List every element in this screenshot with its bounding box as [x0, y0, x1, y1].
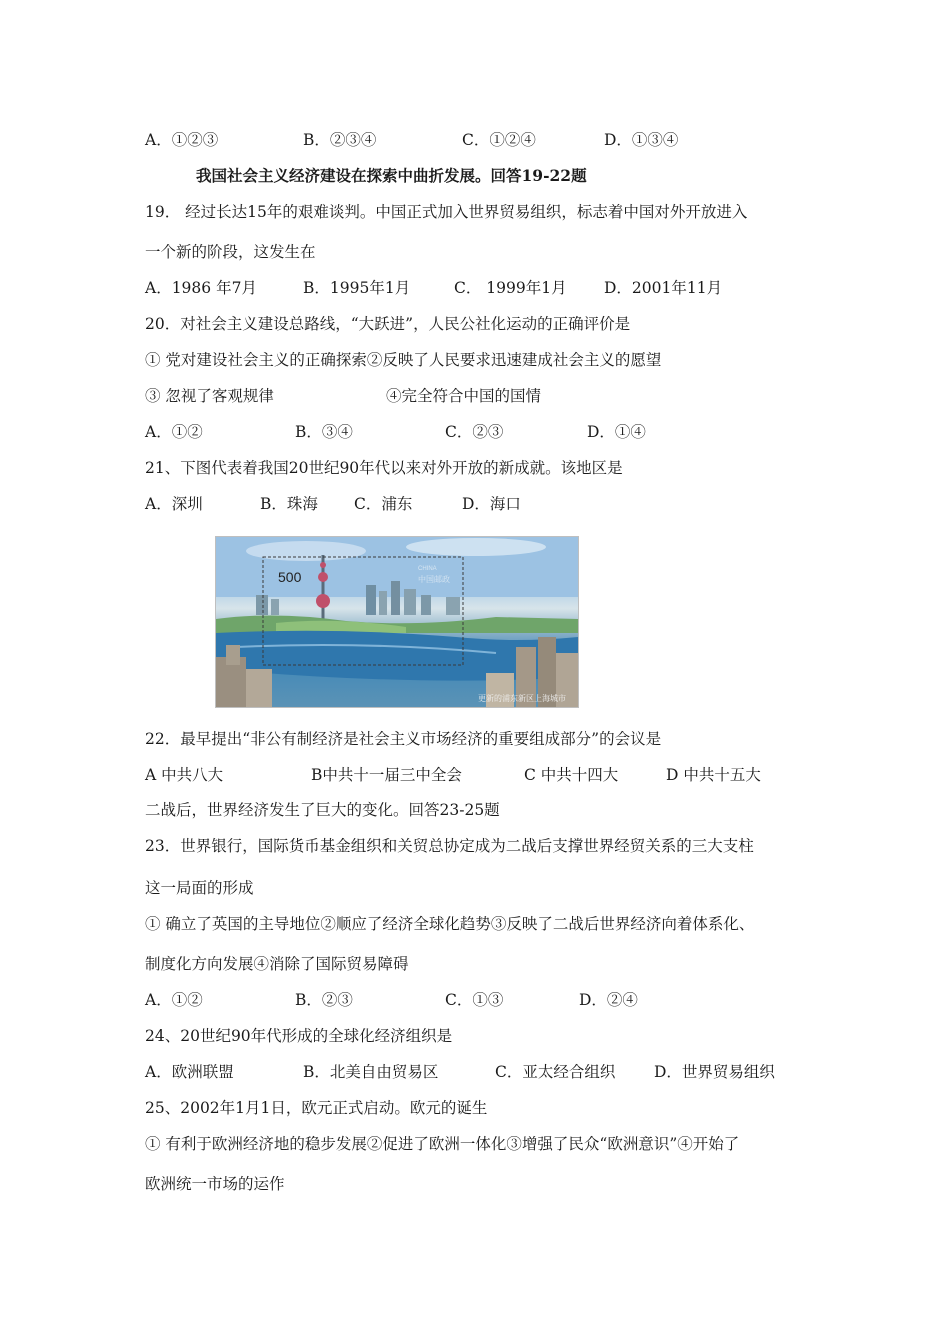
q21-stem: 21、下图代表着我国20世纪90年代以来对外开放的新成就。该地区是: [145, 459, 623, 477]
pudong-skyline-illustration: [216, 537, 578, 707]
q20-option-d: D．①④: [587, 423, 646, 441]
pudong-stamp-image: [215, 536, 579, 708]
q24-option-c: C．亚太经合组织: [495, 1063, 616, 1081]
stamp-post-label: 中国邮政: [418, 575, 450, 584]
q18-option-a: A．①②③: [145, 131, 219, 149]
stamp-country: CHINA: [418, 566, 437, 572]
q19-stem-line1: 19． 经过长达15年的艰难谈判。中国正式加入世界贸易组织，标志着中国对外开放进入: [145, 203, 748, 221]
q22-option-a: A 中共八大: [145, 766, 224, 784]
q25-item-line2: 欧洲统一市场的运作: [145, 1175, 285, 1193]
q24-option-d: D．世界贸易组织: [654, 1063, 775, 1081]
q19-option-d: D．2001年11月: [604, 279, 723, 297]
q20-item-1-2: ① 党对建设社会主义的正确探索②反映了人民要求迅速建成社会主义的愿望: [145, 351, 662, 369]
q23-stem-line1: 23．世界银行，国际货币基金组织和关贸总协定成为二战后支撑世界经贸关系的三大支柱: [145, 837, 754, 855]
q19-option-c: C． 1999年1月: [454, 279, 567, 297]
stamp-caption: 更新的浦东新区上海城市: [478, 694, 566, 703]
stamp-value: 500: [278, 569, 302, 585]
section-heading-19-22: 我国社会主义经济建设在探索中曲折发展。回答19-22题: [196, 166, 587, 185]
q18-option-b: B．②③④: [303, 131, 377, 149]
q24-option-a: A．欧洲联盟: [145, 1063, 234, 1081]
q22-option-d: D 中共十五大: [666, 766, 761, 784]
q21-option-b: B．珠海: [260, 495, 318, 513]
q19-option-a: A．1986 年7月: [145, 279, 257, 297]
q22-option-c: C 中共十四大: [524, 766, 619, 784]
q19-stem-line2: 一个新的阶段，这发生在: [145, 243, 316, 261]
q23-option-c: C．①③: [445, 991, 504, 1009]
q20-option-c: C．②③: [445, 423, 504, 441]
q20-item-4: ④完全符合中国的国情: [386, 387, 542, 405]
q24-stem: 24、20世纪90年代形成的全球化经济组织是: [145, 1027, 453, 1045]
q22-stem: 22．最早提出“非公有制经济是社会主义市场经济的重要组成部分”的会议是: [145, 730, 662, 748]
q20-option-a: A．①②: [145, 423, 203, 441]
q23-option-a: A．①②: [145, 991, 203, 1009]
q23-option-d: D．②④: [579, 991, 638, 1009]
q25-item-line1: ① 有利于欧洲经济地的稳步发展②促进了欧洲一体化③增强了民众“欧洲意识”④开始了: [145, 1135, 740, 1153]
q20-stem: 20．对社会主义建设总路线，“大跃进”，人民公社化运动的正确评价是: [145, 315, 631, 333]
q24-option-b: B．北美自由贸易区: [303, 1063, 439, 1081]
section-heading-23-25: 二战后，世界经济发生了巨大的变化。回答23-25题: [145, 801, 500, 819]
q18-option-c: C．①②④: [462, 131, 536, 149]
q19-option-b: B．1995年1月: [303, 279, 411, 297]
q23-item-line2: 制度化方向发展④消除了国际贸易障碍: [145, 955, 409, 973]
q25-stem: 25、2002年1月1日，欧元正式启动。欧元的诞生: [145, 1099, 488, 1117]
q21-option-c: C．浦东: [354, 495, 413, 513]
q20-item-3: ③ 忽视了客观规律: [145, 387, 274, 405]
q23-option-b: B．②③: [295, 991, 353, 1009]
q21-option-d: D．海口: [462, 495, 521, 513]
q23-item-line1: ① 确立了英国的主导地位②顺应了经济全球化趋势③反映了二战后世界经济向着体系化、: [145, 915, 755, 933]
q23-stem-line2: 这一局面的形成: [145, 879, 254, 897]
q21-option-a: A．深圳: [145, 495, 203, 513]
q18-option-d: D．①③④: [604, 131, 679, 149]
q20-option-b: B．③④: [295, 423, 353, 441]
q22-option-b: B中共十一届三中全会: [311, 766, 462, 784]
